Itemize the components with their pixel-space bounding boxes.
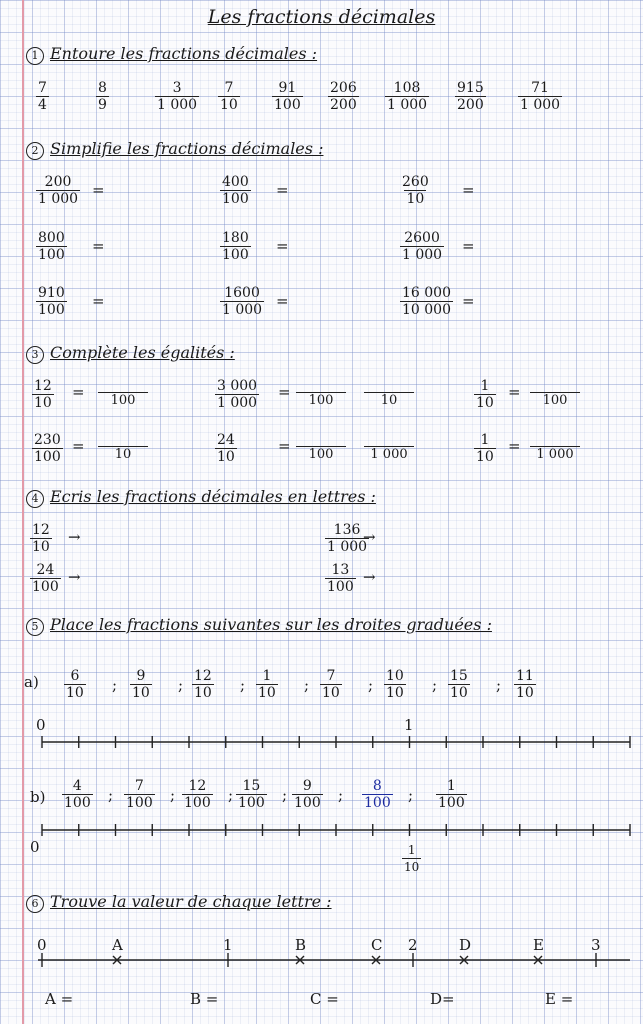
denominator: 100 — [32, 579, 59, 595]
numerator: 11 — [516, 668, 534, 684]
denominator: 10 — [322, 685, 340, 701]
denominator: 10 — [516, 685, 534, 701]
denominator: 100 — [34, 449, 61, 465]
numerator: 1 — [446, 778, 456, 794]
denominator: 100 — [64, 795, 91, 811]
denominator: 4 — [38, 97, 47, 113]
numerator: 2600 — [404, 230, 440, 246]
numerator: 7 — [134, 778, 144, 794]
numerator: 136 — [333, 522, 361, 538]
numerator: 200 — [44, 174, 72, 190]
denominator: 100 — [126, 795, 153, 811]
equals-sign: = — [462, 237, 475, 255]
denominator: 10 — [217, 449, 235, 465]
denominator: 1 000 — [387, 97, 428, 113]
section-title: Ecris les fractions décimales en lettres : — [50, 487, 376, 506]
equals-sign: = — [462, 292, 475, 310]
numerator: 12 — [32, 522, 50, 538]
denominator: 100 — [110, 393, 136, 408]
point-label: 2 — [408, 936, 418, 954]
numerator: 206 — [330, 80, 357, 96]
point-label: E — [533, 936, 544, 954]
numerator: 10 — [386, 668, 404, 684]
numerator: 9 — [136, 668, 146, 684]
separator: ; — [432, 676, 438, 694]
denominator: 100 — [222, 247, 249, 263]
numerator: 7 — [38, 80, 47, 96]
answer-label: B = — [190, 990, 219, 1008]
numerator: 7 — [326, 668, 336, 684]
denominator: 10 — [114, 447, 132, 462]
denominator: 10 — [220, 97, 238, 113]
denominator: 100 — [438, 795, 465, 811]
tick-label-zero: 0 — [36, 716, 46, 734]
denominator: 1 000 — [38, 191, 79, 207]
numerator: 16 000 — [402, 285, 451, 301]
numerator: 12 — [34, 378, 52, 394]
numerator: 108 — [393, 80, 421, 96]
denominator: 100 — [184, 795, 211, 811]
tick-label-zero: 0 — [30, 838, 40, 856]
equals-sign: = — [92, 181, 105, 199]
numerator: 1 — [407, 843, 416, 857]
numerator: 400 — [222, 174, 249, 190]
section-title: Simplifie les fractions décimales : — [50, 139, 324, 158]
numerator: 6 — [70, 668, 80, 684]
equals-sign: = — [92, 237, 105, 255]
separator: ; — [304, 676, 310, 694]
numerator: 910 — [38, 285, 65, 301]
denominator: 10 — [476, 395, 494, 411]
denominator: 10 — [194, 685, 212, 701]
numerator: 800 — [38, 230, 65, 246]
denominator: 10 — [258, 685, 276, 701]
denominator: 100 — [222, 191, 249, 207]
arrow: → — [363, 568, 376, 586]
denominator: 10 — [380, 393, 398, 408]
denominator: 10 — [32, 539, 50, 555]
numerator: 24 — [217, 432, 235, 448]
denominator: 100 — [542, 393, 568, 408]
point-label: 1 — [223, 936, 233, 954]
numerator: 1600 — [224, 285, 260, 301]
denominator: 1 000 — [222, 302, 263, 318]
denominator: 10 — [450, 685, 468, 701]
numerator: 12 — [188, 778, 207, 794]
denominator: 100 — [38, 302, 65, 318]
numerator: 91 — [278, 80, 297, 96]
equals-sign: = — [278, 437, 291, 455]
denominator: 100 — [294, 795, 321, 811]
denominator: 10 — [406, 191, 425, 207]
denominator: 200 — [457, 97, 484, 113]
section-number: 5 — [26, 618, 44, 636]
denominator: 10 — [34, 395, 52, 411]
point-label: C — [371, 936, 383, 954]
numerator: 3 — [172, 80, 182, 96]
separator: ; — [368, 676, 374, 694]
point-label: B — [295, 936, 307, 954]
point-label: A — [112, 936, 123, 954]
arrow: → — [68, 528, 81, 546]
numerator: 4 — [72, 778, 82, 794]
numerator: 1 — [262, 668, 272, 684]
separator: ; — [282, 786, 288, 804]
point-label: 0 — [37, 936, 47, 954]
equals-sign: = — [92, 292, 105, 310]
denominator: 200 — [330, 97, 357, 113]
equals-sign: = — [276, 292, 289, 310]
equals-sign: = — [462, 181, 475, 199]
denominator: 1 000 — [536, 447, 574, 462]
separator: ; — [170, 786, 176, 804]
section-title: Entoure les fractions décimales : — [50, 44, 318, 63]
numerator: 915 — [457, 80, 484, 96]
denominator: 1 000 — [520, 97, 561, 113]
separator: ; — [338, 786, 344, 804]
numerator: 71 — [531, 80, 549, 96]
equals-sign: = — [276, 181, 289, 199]
numerator: 15 — [242, 778, 261, 794]
exercise-label: b) — [30, 788, 46, 806]
equals-sign: = — [508, 437, 521, 455]
section-number: 6 — [26, 895, 44, 913]
denominator: 1 000 — [157, 97, 198, 113]
separator: ; — [178, 676, 184, 694]
denominator: 100 — [327, 579, 354, 595]
separator: ; — [496, 676, 502, 694]
answer-label: C = — [310, 990, 339, 1008]
numerator: 8 — [372, 778, 382, 794]
numerator: 1 — [480, 378, 490, 394]
section-title: Trouve la valeur de chaque lettre : — [50, 892, 332, 911]
numerator: 7 — [224, 80, 234, 96]
denominator: 9 — [98, 97, 107, 113]
denominator: 100 — [274, 97, 301, 113]
denominator: 100 — [38, 247, 65, 263]
point-label: 3 — [591, 936, 601, 954]
denominator: 100 — [238, 795, 265, 811]
numerator: 24 — [36, 562, 55, 578]
numerator: 13 — [331, 562, 350, 578]
section-title: Complète les égalités : — [50, 343, 235, 362]
denominator: 10 — [476, 449, 494, 465]
denominator: 100 — [364, 795, 391, 811]
exercise-label: a) — [24, 673, 39, 691]
section-title: Place les fractions suivantes sur les droites graduées : — [50, 615, 492, 634]
equals-sign: = — [72, 383, 85, 401]
arrow: → — [68, 568, 81, 586]
denominator: 100 — [308, 447, 334, 462]
equals-sign: = — [508, 383, 521, 401]
arrow: → — [363, 528, 376, 546]
tick-label-one: 1 — [404, 716, 414, 734]
section-number: 3 — [26, 346, 44, 364]
separator: ; — [228, 786, 234, 804]
numerator: 15 — [450, 668, 468, 684]
section-number: 4 — [26, 490, 44, 508]
separator: ; — [240, 676, 246, 694]
answer-label: D= — [430, 990, 455, 1008]
denominator: 1 000 — [327, 539, 368, 555]
numerator: 180 — [222, 230, 249, 246]
section-number: 1 — [26, 47, 44, 65]
denominator: 10 — [386, 685, 404, 701]
section-number: 2 — [26, 142, 44, 160]
numerator: 3 000 — [217, 378, 258, 394]
separator: ; — [108, 786, 114, 804]
denominator: 1 000 — [370, 447, 408, 462]
numerator: 12 — [194, 668, 212, 684]
answer-label: E = — [545, 990, 574, 1008]
denominator: 10 000 — [402, 302, 451, 318]
numerator: 8 — [98, 80, 107, 96]
separator: ; — [112, 676, 118, 694]
equals-sign: = — [276, 237, 289, 255]
numerator: 260 — [402, 174, 429, 190]
page-title: Les fractions décimales — [207, 6, 436, 28]
point-label: D — [459, 936, 472, 954]
denominator: 10 — [132, 685, 150, 701]
denominator: 1 000 — [402, 247, 443, 263]
denominator: 10 — [404, 860, 420, 874]
equals-sign: = — [72, 437, 85, 455]
numerator: 1 — [480, 432, 490, 448]
numerator: 9 — [302, 778, 312, 794]
denominator: 10 — [66, 685, 84, 701]
equals-sign: = — [278, 383, 291, 401]
denominator: 1 000 — [217, 395, 258, 411]
separator: ; — [408, 786, 414, 804]
numerator: 230 — [34, 432, 61, 448]
answer-label: A = — [45, 990, 74, 1008]
denominator: 100 — [308, 393, 334, 408]
